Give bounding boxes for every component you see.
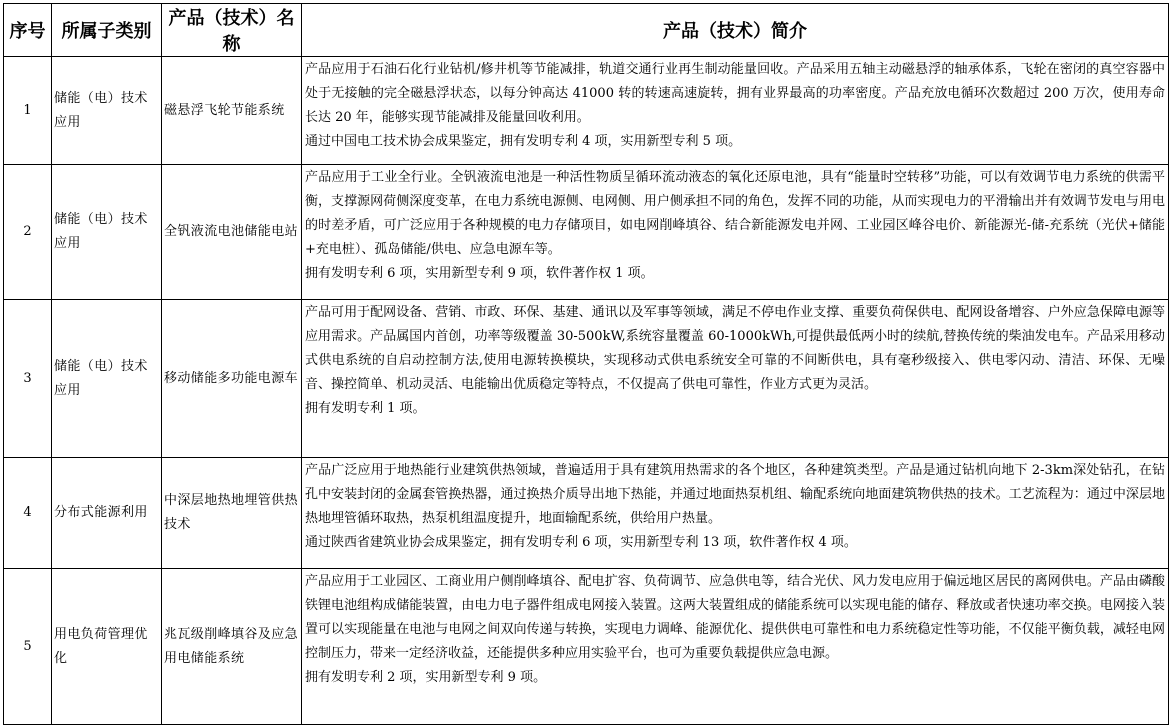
row-ip-info: 拥有发明专利 1 项。: [305, 401, 426, 416]
product-table: [3, 3, 1169, 725]
row-intro: [302, 569, 1169, 725]
table-row: [4, 57, 1169, 165]
table-row: [4, 300, 1169, 458]
row-intro: [302, 57, 1169, 165]
row-intro: [302, 165, 1169, 300]
row-description: 产品可用于配网设备、营销、市政、环保、基建、通讯以及军事等领域，满足不停电作业支撑、重要负荷保供电、配网设备增容、户外应急保障电源等应用需求。产品属国内首创，功率等级覆盖 30-500kW,系统容量覆盖 60-1000kWh,可提供最低两小时的续航,替换传统的柴油发电车。产品采用移动式供电系统的自启动控制方法,使用电源转换模块，实现移动式供电系统安全可靠的不间断供电，具有毫秒级接入、供电零闪动、清洁、环保、无噪音、操控简单、机动灵活、电能输出优质稳定等特点，不仅提高了供电可靠性，作业方式更为灵活。: [305, 305, 1165, 392]
row-name: 磁悬浮飞轮节能系统: [162, 57, 302, 165]
header-intro: 产品（技术）简介: [302, 4, 1169, 57]
row-intro: [302, 458, 1169, 569]
row-category: 储能（电）技术应用: [52, 165, 162, 300]
row-name: 兆瓦级削峰填谷及应急用电储能系统: [162, 569, 302, 725]
row-name: 全钒液流电池储能电站: [162, 165, 302, 300]
row-category: 用电负荷管理优化: [52, 569, 162, 725]
row-name: 中深层地热地埋管供热技术: [162, 458, 302, 569]
row-name: 移动储能多功能电源车: [162, 300, 302, 458]
row-ip-info: 拥有发明专利 6 项，实用新型专利 9 项，软件著作权 1 项。: [305, 266, 654, 281]
header-seq: 序号: [4, 4, 52, 57]
row-seq: 5: [4, 569, 52, 725]
table-row: [4, 458, 1169, 569]
row-seq: 3: [4, 300, 52, 458]
row-category: 储能（电）技术应用: [52, 57, 162, 165]
header-row: [4, 4, 1169, 57]
row-seq: 2: [4, 165, 52, 300]
header-category: 所属子类别: [52, 4, 162, 57]
row-seq: 4: [4, 458, 52, 569]
row-ip-info: 通过陕西省建筑业协会成果鉴定，拥有发明专利 6 项，实用新型专利 13 项，软件著作权 4 项。: [305, 535, 857, 550]
row-ip-info: 拥有发明专利 2 项，实用新型专利 9 项。: [305, 670, 547, 685]
row-intro: [302, 300, 1169, 458]
row-ip-info: 通过中国电工技术协会成果鉴定，拥有发明专利 4 项，实用新型专利 5 项。: [305, 134, 742, 149]
table-row: [4, 165, 1169, 300]
row-category: 储能（电）技术应用: [52, 300, 162, 458]
row-description: 产品应用于工业园区、工商业用户侧削峰填谷、配电扩容、负荷调节、应急供电等，结合光伏、风力发电应用于偏远地区居民的离网供电。产品由磷酸铁锂电池组构成储能装置，由电力电子器件组成电网接入装置。这两大装置组成的储能系统可以实现电能的储存、释放或者快速功率交换。电网接入装置可以实现能量在电池与电网之间双向传递与转换，实现电力调峰、能源优化、提供供电可靠性和电力系统稳定性等功能，不仅能平衡负载，减轻电网控制压力，带来一定经济收益，还能提供多种应用实验平台，也可为重要负载提供应急电源。: [305, 574, 1165, 661]
row-seq: 1: [4, 57, 52, 165]
row-description: 产品应用于工业全行业。全钒液流电池是一种活性物质呈循环流动液态的氧化还原电池，具有“能量时空转移”功能，可以有效调节电力系统的供需平衡，支撑源网荷侧深度变革，在电力系统电源侧、电网侧、用户侧承担不同的角色，发挥不同的功能，从而实现电力的平滑输出并有效调节发电与用电的时差矛盾，可广泛应用于各种规模的电力存储项目，如电网削峰填谷、结合新能源发电并网、工业园区峰谷电价、新能源光-储-充系统（光伏+储能+充电桩）、孤岛储能/供电、应急电源车等。: [305, 170, 1165, 257]
header-name: 产品（技术）名称: [162, 4, 302, 57]
row-description: 产品广泛应用于地热能行业建筑供热领域，普遍适用于具有建筑用热需求的各个地区，各种建筑类型。产品是通过钻机向地下 2-3km深处钻孔，在钻孔中安装封闭的金属套管换热器，通过换热介质导出地下热能，并通过地面热泵机组、输配系统向地面建筑物供热的技术。工艺流程为：通过中深层地热地埋管循环取热，热泵机组温度提升，地面输配系统，供给用户热量。: [305, 463, 1165, 526]
row-description: 产品应用于石油石化行业钻机/修井机等节能减排，轨道交通行业再生制动能量回收。产品采用五轴主动磁悬浮的轴承体系，飞轮在密闭的真空容器中处于无接触的完全磁悬浮状态，以每分钟高达 41000 转的转速高速旋转，拥有业界最高的功率密度。产品充放电循环次数超过 200 万次，使用寿命长达 20 年，能够实现节能减排及能量回收利用。: [305, 62, 1165, 125]
table-row: [4, 569, 1169, 725]
row-category: 分布式能源利用: [52, 458, 162, 569]
